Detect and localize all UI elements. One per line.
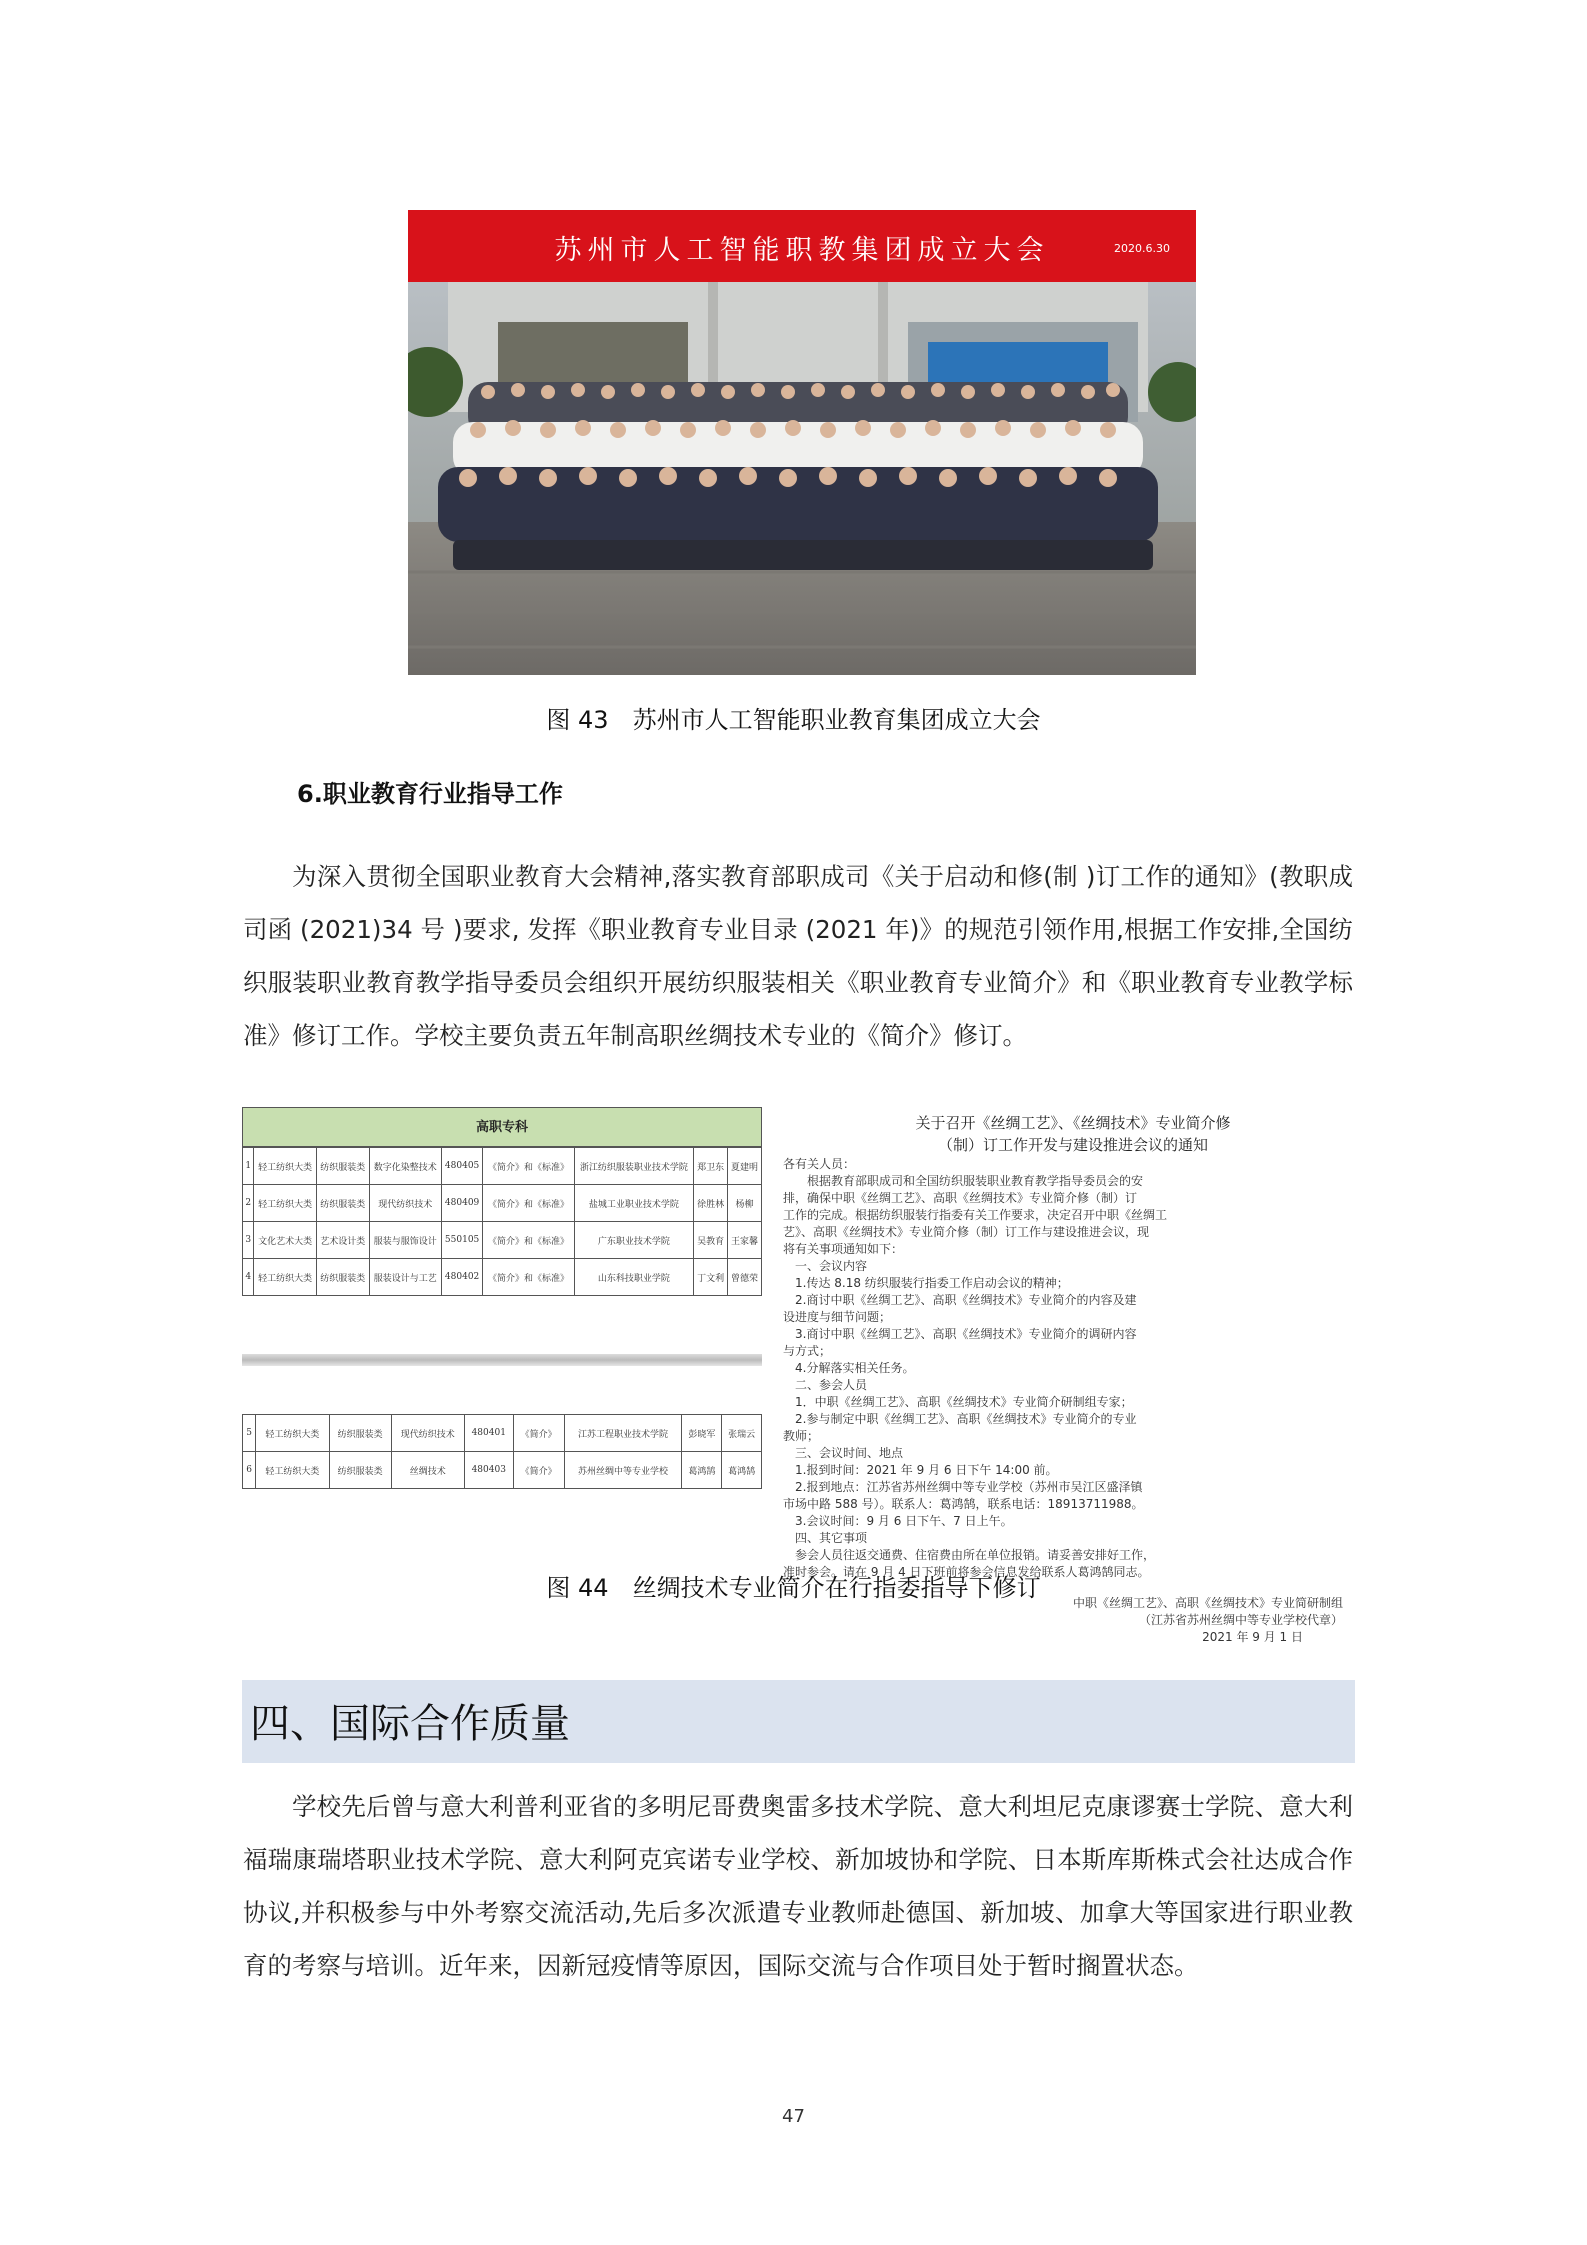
table-header: 高职专科: [242, 1107, 762, 1147]
table-cell: 《简介》和《标准》: [483, 1222, 574, 1259]
table-cell: 徐胜林: [694, 1185, 728, 1222]
notice-body-line: 参会人员往返交通费、住宿费由所在单位报销。请妥善安排好工作，: [783, 1548, 1156, 1562]
table-cell: 轻工纺织大类: [256, 1415, 329, 1452]
notice-body-line: 3.会议时间：9 月 6 日下午、7 日上午。: [783, 1514, 1013, 1528]
section-4-heading-bar: [242, 1680, 1355, 1763]
table-cell: 《简介》和《标准》: [483, 1185, 574, 1222]
table-cell: 550105: [441, 1222, 483, 1259]
table-cell: 数字化染整技术: [369, 1148, 441, 1185]
table-cell: 纺织服装类: [316, 1185, 369, 1222]
table-cell: 480403: [464, 1452, 513, 1489]
table-row: [243, 1452, 762, 1489]
banner-title: 苏州市人工智能职教集团成立大会: [554, 235, 1050, 266]
section-4-paragraph: [243, 1780, 1353, 1992]
table-cell: 苏州丝绸中等专业学校: [564, 1452, 682, 1489]
notice-title-line: （制）订工作开发与建设推进会议的通知: [937, 1136, 1208, 1154]
table-cell: 现代纺织技术: [391, 1415, 464, 1452]
table-cell: 《简介》和《标准》: [483, 1148, 574, 1185]
notice-body-line: 根据教育部职成司和全国纺织服装职业教育教学指导委员会的安: [783, 1174, 1144, 1188]
notice-body-line: 设进度与细节问题；: [783, 1310, 892, 1324]
table-cell: 葛鸿鹄: [682, 1452, 722, 1489]
notice-body: [783, 1156, 1363, 1581]
group-photo: [408, 210, 1196, 675]
table-cell: 轻工纺织大类: [254, 1148, 316, 1185]
notice-body-line: 3.商讨中职《丝绸工艺》、高职《丝绸技术》专业简介的调研内容: [783, 1327, 1137, 1341]
section-6-text: 为深入贯彻全国职业教育大会精神,落实教育部职成司《关于启动和修(制 )订工作的通知》(教职成司函 (2021)34 号 )要求, 发挥《职业教育专业目录 (2021 年)》的规范引领作用,根据工作安排,全国纺织服装职业教育教学指导委员会组织开展纺织服装相关《职业教育专业简介》和《职业教育专业教学标准》修订工作。学校主要负责五年制高职丝绸技术专业的《简介》修订。: [243, 862, 1353, 1050]
notice-body-line: 1.报到时间：2021 年 9 月 6 日下午 14:00 前。: [783, 1463, 1058, 1477]
figure-44-caption: 图 44 丝绸技术专业简介在行指委指导下修订: [546, 1574, 1041, 1602]
page-number: 47: [782, 2106, 805, 2127]
table-cell: 吴教育: [694, 1222, 728, 1259]
notice-body-line: 1.传达 8.18 纺织服装行指委工作启动会议的精神；: [783, 1276, 1069, 1290]
table-row: [243, 1415, 762, 1452]
notice-title-line: 关于召开《丝绸工艺》、《丝绸技术》专业简介修: [915, 1114, 1231, 1132]
notice-body-line: 艺》、高职《丝绸技术》专业简介修（制）订工作与建设推进会议，现: [783, 1225, 1150, 1239]
table-cell: 4: [243, 1259, 254, 1296]
notice-body-line: 2.参与制定中职《丝绸工艺》、高职《丝绸技术》专业简介的专业: [783, 1412, 1137, 1426]
notice-title: [783, 1112, 1363, 1156]
table-cell: 服装设计与工艺: [369, 1259, 441, 1296]
table-cell: 轻工纺织大类: [256, 1452, 329, 1489]
table-cell: 盐城工业职业技术学院: [574, 1185, 694, 1222]
table-cell: 张瑞云: [722, 1415, 762, 1452]
table-cell: 郑卫东: [694, 1148, 728, 1185]
signature-line: 2021 年 9 月 1 日: [1202, 1630, 1303, 1644]
notice-body-line: 将有关事项通知如下：: [783, 1242, 904, 1256]
table-cell: 江苏工程职业技术学院: [564, 1415, 682, 1452]
table-cell: 480409: [441, 1185, 483, 1222]
table-cell: 1: [243, 1148, 254, 1185]
table-bottom: [242, 1414, 762, 1489]
figure-43-caption: 图 43 苏州市人工智能职业教育集团成立大会: [546, 706, 1041, 734]
notice-body-line: 三、会议时间、地点: [783, 1446, 904, 1460]
table-cell: 5: [243, 1415, 256, 1452]
table-cell: 丝绸技术: [391, 1452, 464, 1489]
notice-body-line: 工作的完成。根据纺织服装行指委有关工作要求，决定召开中职《丝绸工: [783, 1208, 1168, 1222]
notice-body-line: 市场中路 588 号）。联系人：葛鸿鹄，联系电话：18913711988。: [783, 1497, 1144, 1511]
table-cell: 《简介》和《标准》: [483, 1259, 574, 1296]
notice-body-line: 2.报到地点：江苏省苏州丝绸中等专业学校（苏州市吴江区盛泽镇: [783, 1480, 1143, 1494]
table-cell: 广东职业技术学院: [574, 1222, 694, 1259]
notice-body-line: 排，确保中职《丝绸工艺》、高职《丝绸技术》专业简介修（制）订: [783, 1191, 1138, 1205]
table-cell: 轻工纺织大类: [254, 1185, 316, 1222]
table-cell: 《简介》: [513, 1415, 564, 1452]
section-6-paragraph: [243, 850, 1353, 1062]
table-cell: 480405: [441, 1148, 483, 1185]
notice-body-line: 一、会议内容: [783, 1259, 868, 1273]
table-top: [242, 1147, 762, 1296]
banner-date: 2020.6.30: [1114, 242, 1170, 255]
notice-body-line: 准时参会。请在 9 月 4 日下班前将参会信息发给联系人葛鸿鹄同志。: [783, 1565, 1150, 1579]
notice-body-line: 四、其它事项: [783, 1531, 868, 1545]
section-4-text: 学校先后曾与意大利普利亚省的多明尼哥费奥雷多技术学院、意大利坦尼克康谬赛士学院、意大利福瑞康瑞塔职业技术学院、意大利阿克宾诺专业学校、新加坡协和学院、日本斯库斯株式会社达成合作协议,并积极参与中外考察交流活动,先后多次派遣专业教师赴德国、新加坡、加拿大等国家进行职业教育的考察与培训。近年来，因新冠疫情等原因，国际交流与合作项目处于暂时搁置状态。: [243, 1792, 1353, 1980]
group-photo-scene: [408, 282, 1196, 675]
table-cell: 纺织服装类: [329, 1452, 391, 1489]
table-cell: 艺术设计类: [316, 1222, 369, 1259]
notice-body-line: 与方式；: [783, 1344, 832, 1358]
table-cell: 轻工纺织大类: [254, 1259, 316, 1296]
notice-body-line: 教师；: [783, 1429, 820, 1443]
table-cell: 服装与服饰设计: [369, 1222, 441, 1259]
table-cell: 纺织服装类: [316, 1148, 369, 1185]
notice-body-line: 1．中职《丝绸工艺》、高职《丝绸技术》专业简介研制组专家；: [783, 1395, 1133, 1409]
table-cell: 王家馨: [728, 1222, 762, 1259]
table-cell: 葛鸿鹄: [722, 1452, 762, 1489]
table-cell: 丁文利: [694, 1259, 728, 1296]
signature-line: （江苏省苏州丝绸中等专业学校代章）: [1138, 1613, 1343, 1627]
notice-body-line: 2.商讨中职《丝绸工艺》、高职《丝绸技术》专业简介的内容及建: [783, 1293, 1137, 1307]
table-cell: 纺织服装类: [329, 1415, 391, 1452]
section-4-title: 四、国际合作质量: [250, 1701, 570, 1747]
table-cell: 夏建明: [728, 1148, 762, 1185]
table-cell: 文化艺术大类: [254, 1222, 316, 1259]
signature-line: 中职《丝绸工艺》、高职《丝绸技术》专业简研制组: [1072, 1596, 1343, 1610]
notice-body-line: 二、参会人员: [783, 1378, 868, 1392]
table-row: [243, 1259, 762, 1296]
table-cell: 曾德荣: [728, 1259, 762, 1296]
table-row: [243, 1148, 762, 1185]
table-row: [243, 1222, 762, 1259]
event-banner: [408, 210, 1196, 282]
table-cell: 彭晓军: [682, 1415, 722, 1452]
professional-catalog-table: [242, 1107, 762, 1517]
table-cell: 480401: [464, 1415, 513, 1452]
table-cell: 《简介》: [513, 1452, 564, 1489]
table-cell: 杨柳: [728, 1185, 762, 1222]
table-row: [243, 1185, 762, 1222]
table-cell: 纺织服装类: [316, 1259, 369, 1296]
table-cell: 6: [243, 1452, 256, 1489]
table-cell: 浙江纺织服装职业技术学院: [574, 1148, 694, 1185]
table-cell: 480402: [441, 1259, 483, 1296]
table-cell: 现代纺织技术: [369, 1185, 441, 1222]
notice-body-line: 各有关人员：: [783, 1157, 856, 1171]
table-cell: 3: [243, 1222, 254, 1259]
table-divider: [242, 1296, 762, 1414]
notice-body-line: 4.分解落实相关任务。: [783, 1361, 915, 1375]
section-6-heading: 6.职业教育行业指导工作: [297, 780, 563, 808]
table-cell: 山东科技职业学院: [574, 1259, 694, 1296]
table-cell: 2: [243, 1185, 254, 1222]
